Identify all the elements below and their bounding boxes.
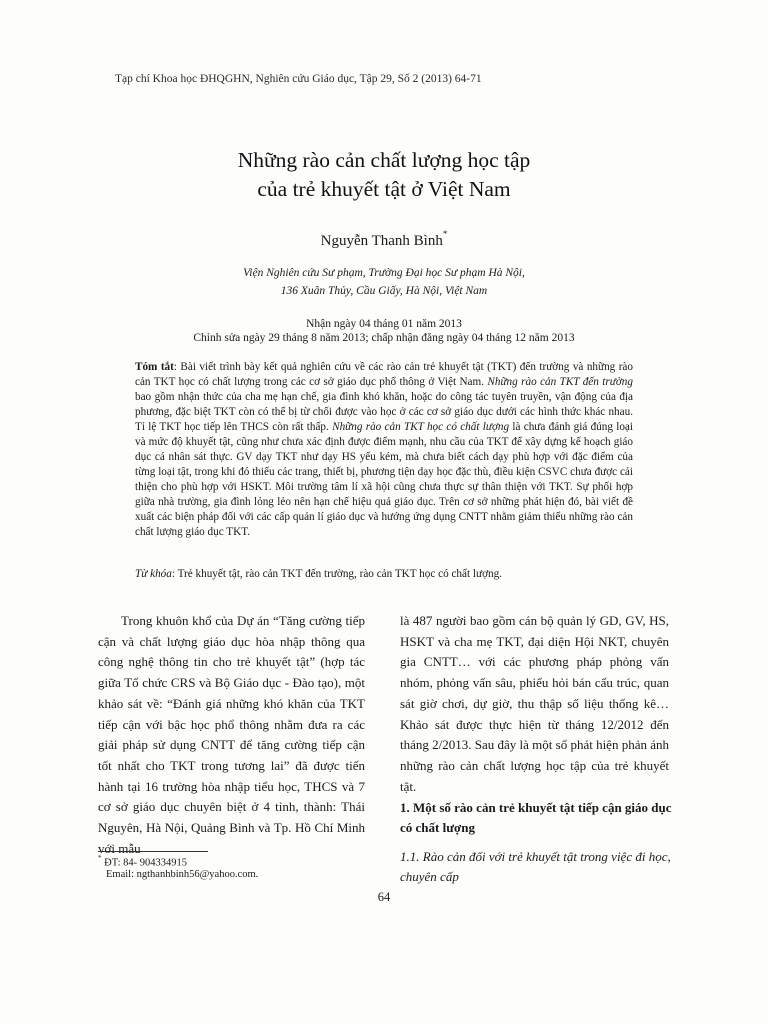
abstract-emphasis-1: Những rào cản TKT đến trường bbox=[487, 376, 633, 388]
abstract-text-1: : Bài viết trình bày kết quả nghiên cứu về các rào cản trẻ khuyết tật (TKT) đến trường và những rào cản TKT học có chất lượng trong các cơ sở giáo dục phổ thông ở Việt Nam. bbox=[135, 361, 633, 388]
affiliation-line-2: 136 Xuân Thủy, Cầu Giấy, Hà Nội, Việt Nam bbox=[280, 285, 488, 297]
keywords-text: : Trẻ khuyết tật, rào cản TKT đến trường, rào cản TKT học có chất lượng. bbox=[171, 568, 502, 580]
footnote-phone-text: ĐT: 84- 904334915 bbox=[101, 857, 188, 869]
abstract-label: Tóm tắt bbox=[135, 361, 174, 373]
abstract-text-3: là chưa đánh giá đúng loại và mức độ khuyết tật, cũng như chưa xác định được điểm mạnh, nhu cầu của TKT để xây dựng kế hoạch giáo dục cá nhân sát thực. GV dạy TKT như dạy HS yếu kém, mà chưa biết cách dạy phù hợp với đặc điểm của từng loại tật, trong khi đó thiếu các trang, thiết bị, phương tiện dạy học đặc thù, điều kiện CSVC chưa được cải thiện cho phù hợp với HSKT. Môi trường tâm lí xã hội cũng chưa thực sự thân thiện với TKT. Sự phối hợp giữa nhà trường, gia đình lỏng lẻo nên hạn chế hiệu quả giáo dục. Trên cơ sở những phát hiện đó, bài viết đề xuất các biện pháp đối với các cấp quản lí giáo dục và hướng ứng dụng CNTT nhằm giảm thiểu những rào cản chất lượng giáo dục TKT. bbox=[135, 421, 633, 538]
author bbox=[0, 231, 768, 250]
abstract bbox=[135, 360, 633, 540]
page-number: 64 bbox=[377, 890, 391, 904]
affiliation-line-1: Viện Nghiên cứu Sư phạm, Trường Đại học Sư phạm Hà Nội, bbox=[243, 267, 525, 279]
author-footnote-mark: * bbox=[442, 229, 448, 239]
section-heading: 1. Một số rào cản trẻ khuyết tật tiếp cận giáo dục có chất lượng bbox=[400, 800, 672, 835]
footnote-phone bbox=[98, 855, 187, 869]
abstract-text-2: bao gồm nhận thức của cha mẹ hạn chế, gia đình khó khăn, hoặc do công tác tuyên truyền, vận động của địa phương, đặc biệt TKT còn có thể bị từ chối được vào học ở các cơ sở giáo dục dưới các hình thức khác nhau. Tỉ lệ TKT học tiếp lên THCS còn rất thấp. bbox=[135, 391, 633, 433]
footnote-divider bbox=[98, 851, 208, 852]
abstract-emphasis-2: Những rào cản TKT học có chất lượng bbox=[332, 421, 510, 433]
article-title-line-2: của trẻ khuyết tật ở Việt Nam bbox=[257, 177, 511, 201]
subsection-heading: 1.1. Rào cản đối với trẻ khuyết tật trong việc đi học, chuyên cấp bbox=[400, 849, 671, 884]
body-left-column bbox=[98, 611, 365, 859]
footnote-email: Email: ngthanhbinh56@yahoo.com. bbox=[106, 869, 259, 880]
body-paragraph: là 487 người bao gồm cán bộ quản lý GD, GV, HS, HSKT và cha mẹ TKT, đại diện Hội NKT, chuyên gia CNTT… với các phương pháp phỏng vấn nhóm, phỏng vấn sâu, phiếu hỏi bán cấu trúc, quan sát giờ chơi, dự giờ, thu thập số liệu thống kê… Khảo sát được thực hiện từ tháng 12/2012 đến tháng 2/2013. Sau đây là một số phát hiện phản ánh những rào cản chất lượng học tập của trẻ khuyết tật. bbox=[400, 613, 669, 794]
keywords-label: Từ khóa bbox=[135, 568, 172, 580]
body-right-column bbox=[400, 611, 669, 797]
footnote-mark: * bbox=[98, 854, 102, 862]
journal-header: Tạp chí Khoa học ĐHQGHN, Nghiên cứu Giáo dục, Tập 29, Số 2 (2013) 64-71 bbox=[115, 73, 482, 85]
revised-accepted-date: Chỉnh sửa ngày 29 tháng 8 năm 2013; chấp nhận đăng ngày 04 tháng 12 năm 2013 bbox=[193, 332, 575, 344]
article-title-line-1: Những rào cản chất lượng học tập bbox=[237, 148, 531, 172]
received-date: Nhận ngày 04 tháng 01 năm 2013 bbox=[306, 318, 462, 330]
body-paragraph: Trong khuôn khổ của Dự án “Tăng cường tiếp cận và chất lượng giáo dục hòa nhập thông qua công nghệ thông tin cho trẻ khuyết tật” (hợp tác giữa Tổ chức CRS và Bộ Giáo dục - Đào tạo), một khảo sát về: “Đánh giá những khó khăn của TKT tiếp cận với bậc học phổ thông nhằm đưa ra các giải pháp sử dụng CNTT để tăng cường tiếp cận tốt nhất cho TKT trong tương lai” đã được tiến hành tại 16 trường hòa nhập tiểu học, THCS và 7 cơ sở giáo dục chuyên biệt ở 4 tỉnh, thành: Thái Nguyên, Hà Nội, Quảng Bình và Tp. Hồ Chí Minh với mẫu bbox=[98, 613, 365, 856]
keywords bbox=[135, 567, 633, 582]
author-name: Nguyễn Thanh Bình bbox=[320, 233, 443, 249]
